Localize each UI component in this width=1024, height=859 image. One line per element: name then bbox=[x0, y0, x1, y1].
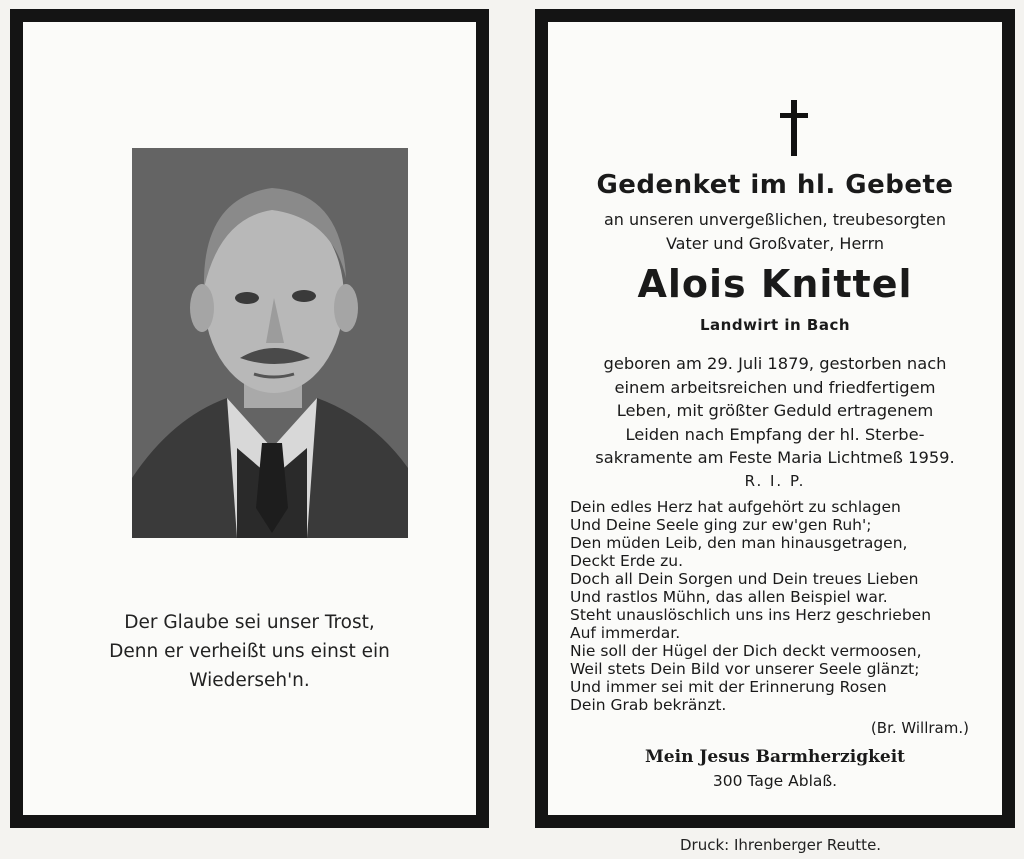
verse-line: Wiederseh'n. bbox=[189, 670, 310, 691]
biography bbox=[548, 352, 1002, 470]
intro-text bbox=[548, 208, 1002, 256]
bio-line: einem arbeitsreichen und friedfertigem bbox=[614, 377, 936, 397]
poem-line: Auf immerdar. bbox=[570, 624, 681, 642]
verse-line: Denn er verheißt uns einst ein bbox=[109, 641, 390, 662]
poem-line: Und immer sei mit der Erinnerung Rosen bbox=[570, 678, 887, 696]
printer-credit: Druck: Ihrenberger Reutte. bbox=[680, 836, 882, 854]
verse-line: Der Glaube sei unser Trost, bbox=[124, 612, 375, 633]
poem-line: Dein edles Herz hat aufgehört zu schlagen bbox=[570, 498, 901, 516]
rip-text: R. I. P. bbox=[744, 472, 806, 490]
poem-line: Den müden Leib, den man hinausgetragen, bbox=[570, 534, 908, 552]
bio-line: Leben, mit größter Geduld ertragenem bbox=[616, 401, 934, 420]
right-card bbox=[535, 9, 1015, 828]
poem-line: Und Deine Seele ging zur ew'gen Ruh'; bbox=[570, 516, 872, 534]
deceased-name: Alois Knittel bbox=[637, 262, 913, 306]
poem-line: Doch all Dein Sorgen und Dein treues Lieben bbox=[570, 570, 919, 588]
poem-line: Und rastlos Mühn, das allen Beispiel war. bbox=[570, 588, 888, 606]
poem-line: Dein Grab bekränzt. bbox=[570, 696, 727, 714]
occupation: Landwirt in Bach bbox=[699, 316, 851, 334]
poem-line: Weil stets Dein Bild vor unserer Seele glänzt; bbox=[570, 660, 920, 678]
left-verse bbox=[23, 608, 476, 695]
portrait-photo bbox=[132, 148, 408, 538]
card-title: Gedenket im hl. Gebete bbox=[596, 170, 954, 200]
poem-author: (Br. Willram.) bbox=[870, 719, 969, 737]
poem-line: Steht unauslöschlich uns ins Herz geschrieben bbox=[570, 606, 932, 624]
bio-line: geboren am 29. Juli 1879, gestorben nach bbox=[603, 354, 947, 373]
indulgence-text: 300 Tage Ablaß. bbox=[712, 772, 838, 790]
intro-line: Vater und Großvater, Herrn bbox=[665, 234, 885, 253]
bio-line: Leiden nach Empfang der hl. Sterbe- bbox=[625, 424, 925, 444]
poem-line: Nie soll der Hügel der Dich deckt vermoosen, bbox=[570, 642, 922, 660]
prayer-text: Mein Jesus Barmherzigkeit bbox=[644, 747, 905, 767]
poem bbox=[570, 498, 931, 714]
poem-line: Deckt Erde zu. bbox=[570, 552, 684, 570]
intro-line: an unseren unvergeßlichen, treubesorgten bbox=[603, 210, 947, 229]
bio-line: sakramente am Feste Maria Lichtmeß 1959. bbox=[595, 448, 955, 467]
portrait-image bbox=[132, 148, 408, 538]
cross-icon bbox=[780, 100, 808, 156]
left-card bbox=[10, 9, 489, 828]
